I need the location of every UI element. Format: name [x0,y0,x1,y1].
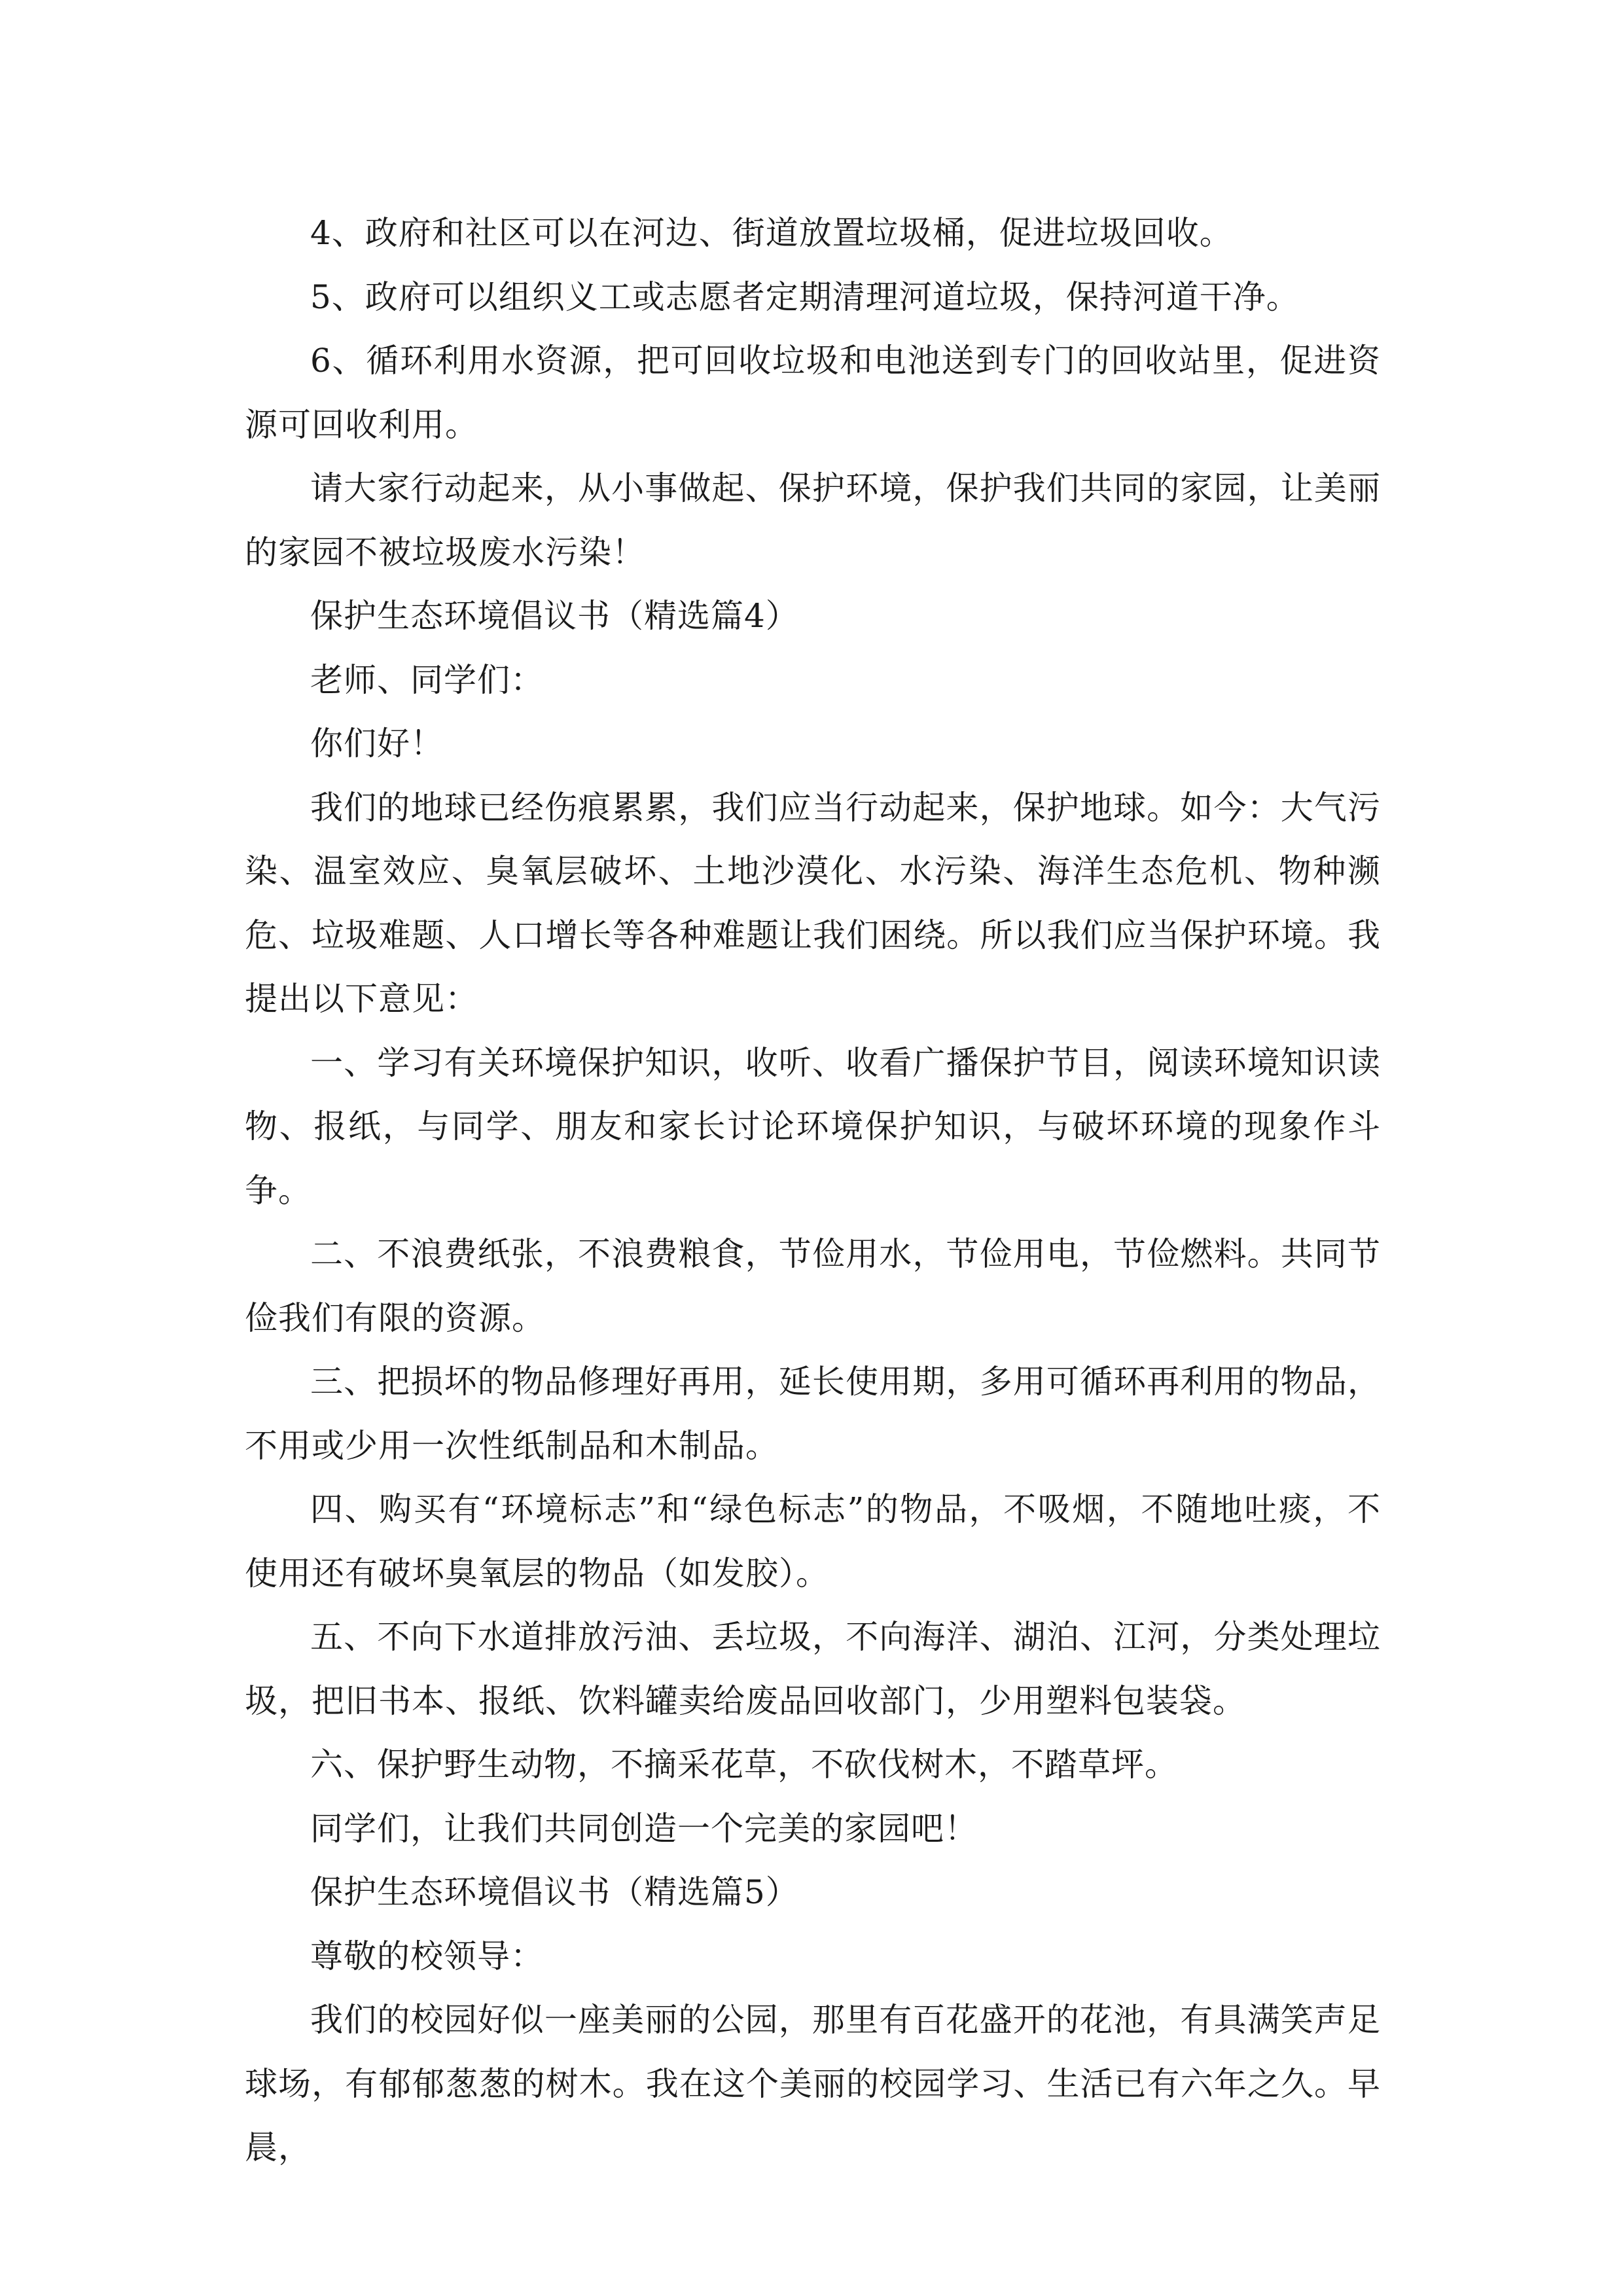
paragraph-item-6: 6、循环利用水资源，把可回收垃圾和电池送到专门的回收站里，促进资源可回收利用。 [245,342,1381,444]
greeting: 你们好！ [310,725,444,762]
paragraph-point-1: 一、学习有关环境保护知识，收听、收看广播保护节目，阅读环境知识读物、报纸，与同学、朋友和家长讨论环境保护知识，与破坏环境的现象作斗争。 [245,1043,1381,1210]
paragraph-item-4: 4、政府和社区可以在河边、街道放置垃圾桶，促进垃圾回收。 [310,214,1233,252]
paragraph-point-4: 四、购买有“环境标志”和“绿色标志”的物品，不吸烟，不随地吐痰，不使用还有破坏臭氧层的物品（如发胶）。 [245,1490,1381,1592]
paragraph-campus: 我们的校园好似一座美丽的公园，那里有百花盛开的花池，有具满笑声足球场，有郁郁葱葱的树木。我在这个美丽的校园学习、生活已有六年之久。早晨， [245,2001,1381,2166]
section-title-4: 保护生态环境倡议书（精选篇4） [310,597,799,635]
paragraph-point-3: 三、把损坏的物品修理好再用，延长使用期，多用可循环再利用的物品，不用或少用一次性纸制品和木制品。 [245,1363,1381,1465]
salutation-2: 尊敬的校领导： [310,1937,544,1975]
section-title-5: 保护生态环境倡议书（精选篇5） [310,1873,799,1911]
paragraph-point-2: 二、不浪费纸张，不浪费粮食，节俭用水，节俭用电，节俭燃料。共同节俭我们有限的资源。 [245,1235,1381,1337]
paragraph-closing: 同学们，让我们共同创造一个完美的家园吧！ [310,1809,978,1848]
paragraph-intro: 我们的地球已经伤痕累累，我们应当行动起来，保护地球。如今：大气污染、温室效应、臭氧层破坏、土地沙漠化、水污染、海洋生态危机、物种濒危、垃圾难题、人口增长等各种难题让我们困绕。所以我们应当保护环境。我提出以下意见： [245,788,1381,1018]
paragraph-call-to-action: 请大家行动起来，从小事做起、保护环境，保护我们共同的家园，让美丽的家园不被垃圾废水污染！ [245,469,1381,571]
document-body [245,202,1381,2180]
paragraph-item-5: 5、政府可以组织义工或志愿者定期清理河道垃圾，保持河道干净。 [310,278,1300,316]
paragraph-point-5: 五、不向下水道排放污油、丢垃圾，不向海洋、湖泊、江河，分类处理垃圾，把旧书本、报纸、饮料罐卖给废品回收部门，少用塑料包装袋。 [245,1618,1381,1720]
salutation: 老师、同学们： [310,660,544,699]
paragraph-point-6: 六、保护野生动物，不摘采花草，不砍伐树木，不踏草坪。 [310,1746,1178,1784]
